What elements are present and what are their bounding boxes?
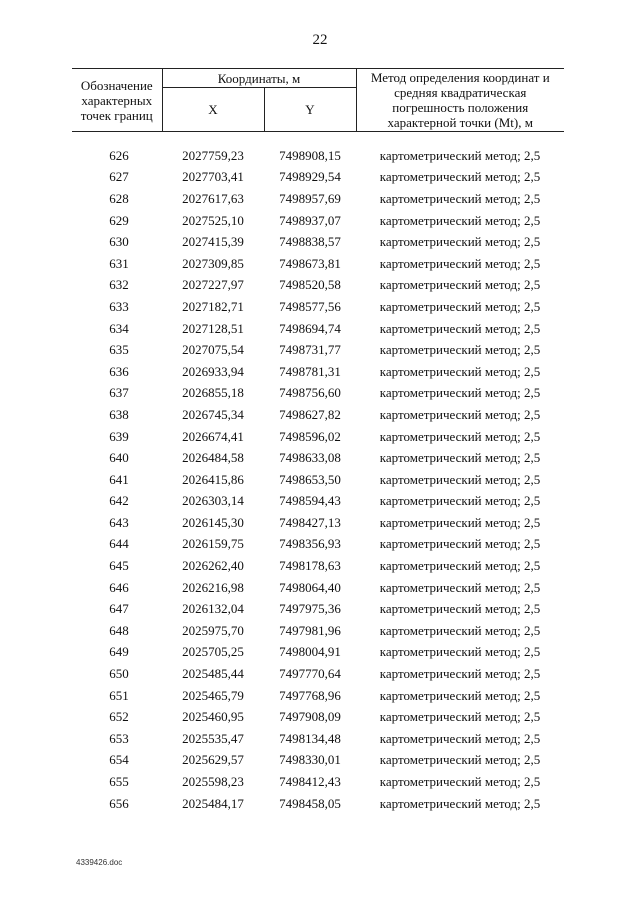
- coordinates-table: [72, 68, 564, 814]
- cell-x: 2026132,04: [182, 601, 244, 617]
- cell-x: 2026484,58: [182, 450, 244, 466]
- table-row: [72, 339, 564, 361]
- table-row: [72, 188, 564, 210]
- cell-x: 2025705,25: [182, 644, 244, 660]
- cell-x: 2026216,98: [182, 579, 244, 595]
- cell-x: 2025975,70: [182, 622, 244, 638]
- cell-point-id: 626: [109, 147, 129, 163]
- cell-method: картометрический метод; 2,5: [379, 752, 541, 768]
- cell-y: 7497768,96: [279, 687, 341, 703]
- cell-point-id: 630: [109, 234, 129, 250]
- cell-y: 7498330,01: [279, 752, 341, 768]
- table-row: [72, 404, 564, 426]
- cell-method: картометрический метод; 2,5: [379, 255, 541, 271]
- cell-method: картометрический метод; 2,5: [379, 493, 541, 509]
- cell-x: 2026159,75: [182, 536, 244, 552]
- cell-y: 7498064,40: [279, 579, 341, 595]
- header-method: Метод определения координат и средняя квадратическая погрешность положения характерной точки (Mt), м: [356, 69, 564, 132]
- table-row: [72, 296, 564, 318]
- cell-x: 2025465,79: [182, 687, 244, 703]
- cell-x: 2027525,10: [182, 212, 244, 228]
- cell-method: картометрический метод; 2,5: [379, 687, 541, 703]
- cell-x: 2027227,97: [182, 277, 244, 293]
- cell-y: 7498427,13: [279, 514, 341, 530]
- cell-point-id: 651: [109, 687, 129, 703]
- cell-y: 7498577,56: [279, 298, 341, 314]
- cell-method: картометрический метод; 2,5: [379, 320, 541, 336]
- table-row: [72, 598, 564, 620]
- table-row: [72, 534, 564, 556]
- cell-x: 2026933,94: [182, 363, 244, 379]
- cell-y: 7498838,57: [279, 234, 341, 250]
- cell-point-id: 633: [109, 298, 129, 314]
- cell-x: 2027617,63: [182, 190, 244, 206]
- cell-point-id: 641: [109, 471, 129, 487]
- cell-method: картометрический метод; 2,5: [379, 385, 541, 401]
- header-point-designation: Обозначение характерных точек границ: [72, 69, 162, 132]
- cell-method: картометрический метод; 2,5: [379, 450, 541, 466]
- table-row: [72, 750, 564, 772]
- cell-y: 7498633,08: [279, 450, 341, 466]
- cell-y: 7498937,07: [279, 212, 341, 228]
- cell-x: 2027309,85: [182, 255, 244, 271]
- cell-x: 2026145,30: [182, 514, 244, 530]
- table-row: [72, 491, 564, 513]
- cell-point-id: 629: [109, 212, 129, 228]
- cell-y: 7497908,09: [279, 709, 341, 725]
- cell-x: 2026855,18: [182, 385, 244, 401]
- cell-y: 7498596,02: [279, 428, 341, 444]
- cell-point-id: 627: [109, 169, 129, 185]
- cell-y: 7498627,82: [279, 406, 341, 422]
- table-row: [72, 555, 564, 577]
- cell-point-id: 637: [109, 385, 129, 401]
- cell-method: картометрический метод; 2,5: [379, 169, 541, 185]
- table-row: [72, 167, 564, 189]
- cell-point-id: 638: [109, 406, 129, 422]
- table-row: [72, 620, 564, 642]
- cell-point-id: 628: [109, 190, 129, 206]
- cell-x: 2025485,44: [182, 666, 244, 682]
- table-row: [72, 318, 564, 340]
- cell-point-id: 656: [109, 795, 129, 811]
- cell-y: 7498694,74: [279, 320, 341, 336]
- table-row: [72, 426, 564, 448]
- header-coordinates: Координаты, м: [162, 69, 356, 88]
- cell-x: 2025535,47: [182, 730, 244, 746]
- cell-y: 7498653,50: [279, 471, 341, 487]
- table-row: [72, 685, 564, 707]
- table-row: [72, 145, 564, 167]
- table-row: [72, 361, 564, 383]
- cell-point-id: 636: [109, 363, 129, 379]
- cell-y: 7498520,58: [279, 277, 341, 293]
- table-row: [72, 793, 564, 815]
- cell-x: 2025629,57: [182, 752, 244, 768]
- cell-y: 7498756,60: [279, 385, 341, 401]
- cell-y: 7498356,93: [279, 536, 341, 552]
- cell-method: картометрический метод; 2,5: [379, 774, 541, 790]
- cell-method: картометрический метод; 2,5: [379, 795, 541, 811]
- cell-x: 2027075,54: [182, 342, 244, 358]
- cell-y: 7498178,63: [279, 558, 341, 574]
- cell-point-id: 647: [109, 601, 129, 617]
- cell-point-id: 650: [109, 666, 129, 682]
- cell-point-id: 634: [109, 320, 129, 336]
- cell-point-id: 631: [109, 255, 129, 271]
- cell-method: картометрический метод; 2,5: [379, 709, 541, 725]
- cell-point-id: 645: [109, 558, 129, 574]
- cell-x: 2027759,23: [182, 147, 244, 163]
- table-row: [72, 447, 564, 469]
- cell-method: картометрический метод; 2,5: [379, 666, 541, 682]
- table-row: [72, 275, 564, 297]
- cell-point-id: 655: [109, 774, 129, 790]
- cell-point-id: 635: [109, 342, 129, 358]
- cell-method: картометрический метод; 2,5: [379, 428, 541, 444]
- cell-method: картометрический метод; 2,5: [379, 536, 541, 552]
- cell-point-id: 646: [109, 579, 129, 595]
- table-spacer: [72, 132, 564, 146]
- table-row: [72, 577, 564, 599]
- cell-point-id: 642: [109, 493, 129, 509]
- cell-point-id: 632: [109, 277, 129, 293]
- cell-method: картометрический метод; 2,5: [379, 212, 541, 228]
- cell-method: картометрический метод; 2,5: [379, 190, 541, 206]
- cell-y: 7497770,64: [279, 666, 341, 682]
- cell-x: 2025460,95: [182, 709, 244, 725]
- cell-y: 7498673,81: [279, 255, 341, 271]
- coordinates-table-wrapper: [72, 68, 564, 814]
- table-row: [72, 231, 564, 253]
- cell-y: 7498004,91: [279, 644, 341, 660]
- cell-method: картометрический метод; 2,5: [379, 622, 541, 638]
- cell-x: 2027703,41: [182, 169, 244, 185]
- cell-y: 7497981,96: [279, 622, 341, 638]
- table-row: [72, 728, 564, 750]
- cell-method: картометрический метод; 2,5: [379, 298, 541, 314]
- cell-point-id: 639: [109, 428, 129, 444]
- cell-y: 7498781,31: [279, 363, 341, 379]
- cell-y: 7498957,69: [279, 190, 341, 206]
- cell-method: картометрический метод; 2,5: [379, 363, 541, 379]
- cell-method: картометрический метод; 2,5: [379, 514, 541, 530]
- table-row: [72, 383, 564, 405]
- cell-method: картометрический метод; 2,5: [379, 234, 541, 250]
- cell-point-id: 653: [109, 730, 129, 746]
- cell-x: 2025484,17: [182, 795, 244, 811]
- table-row: [72, 469, 564, 491]
- cell-x: 2027415,39: [182, 234, 244, 250]
- cell-point-id: 643: [109, 514, 129, 530]
- cell-y: 7498412,43: [279, 774, 341, 790]
- header-x: X: [162, 88, 264, 132]
- header-y: Y: [264, 88, 356, 132]
- table-header: [72, 69, 564, 132]
- cell-x: 2026415,86: [182, 471, 244, 487]
- cell-y: 7497975,36: [279, 601, 341, 617]
- cell-point-id: 640: [109, 450, 129, 466]
- cell-x: 2026262,40: [182, 558, 244, 574]
- cell-method: картометрический метод; 2,5: [379, 406, 541, 422]
- cell-y: 7498594,43: [279, 493, 341, 509]
- cell-y: 7498929,54: [279, 169, 341, 185]
- cell-method: картометрический метод; 2,5: [379, 471, 541, 487]
- cell-y: 7498908,15: [279, 147, 341, 163]
- table-row: [72, 771, 564, 793]
- page-number: 22: [312, 32, 328, 48]
- table-row: [72, 642, 564, 664]
- cell-x: 2026745,34: [182, 406, 244, 422]
- cell-point-id: 652: [109, 709, 129, 725]
- cell-x: 2027128,51: [182, 320, 244, 336]
- cell-x: 2026674,41: [182, 428, 244, 444]
- cell-method: картометрический метод; 2,5: [379, 342, 541, 358]
- cell-x: 2027182,71: [182, 298, 244, 314]
- cell-method: картометрический метод; 2,5: [379, 558, 541, 574]
- cell-point-id: 644: [109, 536, 129, 552]
- cell-x: 2025598,23: [182, 774, 244, 790]
- cell-point-id: 648: [109, 622, 129, 638]
- table-row: [72, 706, 564, 728]
- cell-y: 7498731,77: [279, 342, 341, 358]
- cell-method: картометрический метод; 2,5: [379, 579, 541, 595]
- table-row: [72, 210, 564, 232]
- cell-method: картометрический метод; 2,5: [379, 147, 541, 163]
- cell-point-id: 649: [109, 644, 129, 660]
- table-row: [72, 253, 564, 275]
- table-row: [72, 663, 564, 685]
- cell-x: 2026303,14: [182, 493, 244, 509]
- cell-method: картометрический метод; 2,5: [379, 277, 541, 293]
- cell-point-id: 654: [109, 752, 129, 768]
- table-row: [72, 512, 564, 534]
- cell-method: картометрический метод; 2,5: [379, 601, 541, 617]
- cell-method: картометрический метод; 2,5: [379, 644, 541, 660]
- cell-method: картометрический метод; 2,5: [379, 730, 541, 746]
- cell-y: 7498458,05: [279, 795, 341, 811]
- cell-y: 7498134,48: [279, 730, 341, 746]
- document-filename: 4339426.doc: [76, 858, 123, 867]
- table-body: [72, 132, 564, 815]
